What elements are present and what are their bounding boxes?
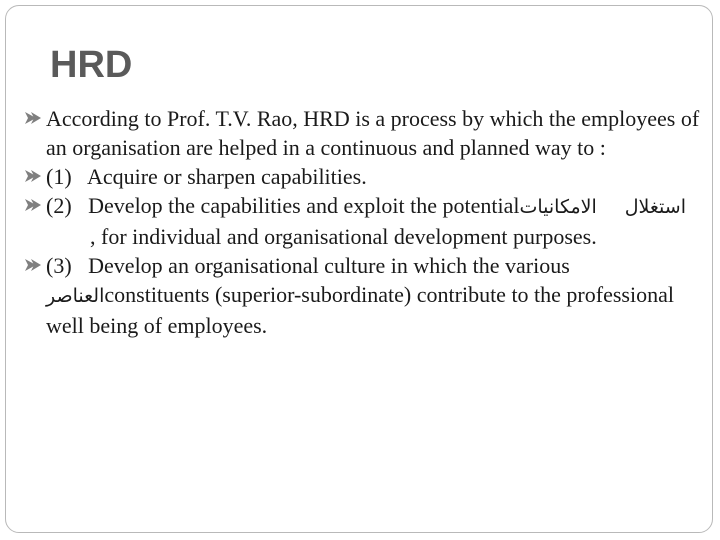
bullet-paragraph-3: [24, 191, 704, 251]
arabic-term-elements: العناصر: [46, 285, 105, 307]
arrow-bullet-icon: [24, 257, 42, 273]
paragraph-trail: , for individual and organisational development purposes.: [90, 224, 597, 249]
arrow-bullet-icon: [24, 110, 42, 126]
slide-body: [24, 104, 704, 340]
bullet-paragraph-2: [24, 162, 704, 191]
arabic-term-potentials: الامكانيات: [519, 196, 597, 218]
arabic-term-exploit: استغلال: [624, 196, 686, 218]
arrow-bullet-icon: [24, 168, 42, 184]
paragraph-lead: (3) Develop an organisational culture in which the various: [46, 253, 576, 278]
bullet-paragraph-1: [24, 104, 704, 162]
arrow-bullet-icon: [24, 197, 42, 213]
bullet-paragraph-4: [24, 251, 704, 340]
slide-title: HRD: [50, 44, 133, 86]
paragraph-text: (1) Acquire or sharpen capabilities.: [46, 164, 367, 189]
paragraph-trail: constituents (superior-subordinate) contribute to the professional well being of employees.: [46, 282, 674, 338]
paragraph-text: According to Prof. T.V. Rao, HRD is a process by which the employees of an organisation are helped in a continuous and planned way to :: [46, 106, 700, 160]
paragraph-lead: (2) Develop the capabilities and exploit the potential: [46, 193, 520, 218]
slide-frame: [5, 5, 713, 533]
